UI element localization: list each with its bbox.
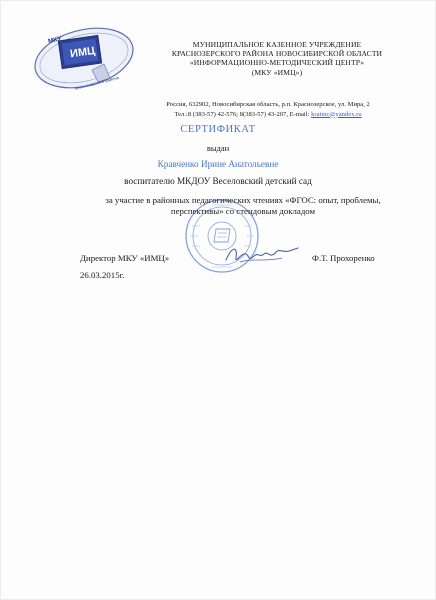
reason-line-2: перспективы» со стендовым докладом [170, 205, 316, 216]
issued-label: выдан [206, 143, 230, 153]
header-line-4: (МКУ «ИМЦ») [251, 67, 303, 77]
header-line-1: МУНИЦИПАЛЬНОЕ КАЗЕННОЕ УЧРЕЖДЕНИЕ [192, 40, 362, 49]
address-line: Россия, 632902, Новосибирская область, р.п. Краснозерское, ул. Мира, 2 [166, 101, 370, 108]
handwritten-signature-icon [222, 238, 302, 268]
reason-line-1: за участие в районных педагогических чтениях «ФГОС: опыт, проблемы, [105, 195, 381, 205]
director-role: Директор МКУ «ИМЦ» [80, 253, 170, 263]
issue-date: 26.03.2015г. [80, 270, 125, 280]
phone-text: Тел.:8 (383-57) 42-576; 8(383-57) 43-207, E-mail: [174, 110, 312, 118]
header-line-2: КРАСНОЗЕРСКОГО РАЙОНА НОВОСИБИРСКОЙ ОБЛАСТИ [171, 49, 383, 59]
participation-reason [76, 195, 410, 217]
certificate-title: СЕРТИФИКАТ [180, 124, 256, 135]
contacts-block [118, 100, 418, 119]
header-line-3: «ИНФОРМАЦИОННО-МЕТОДИЧЕСКИЙ ЦЕНТР» [189, 58, 365, 68]
svg-text:ИМЦ: ИМЦ [69, 44, 96, 61]
recipient-position: воспитателю МКДОУ Веселовский детский сад [124, 176, 312, 186]
svg-text:Краснозерского района: Краснозерского района [73, 74, 120, 91]
svg-text:МКУ: МКУ [47, 35, 63, 46]
email-link[interactable]: kraimc@yandex.ru [311, 110, 362, 118]
director-name: Ф.Т. Прохоренко [312, 253, 375, 263]
recipient-name: Кравченко Ирине Анатольевне [157, 159, 279, 169]
phone-email-line [118, 110, 418, 120]
organization-header [118, 40, 436, 77]
